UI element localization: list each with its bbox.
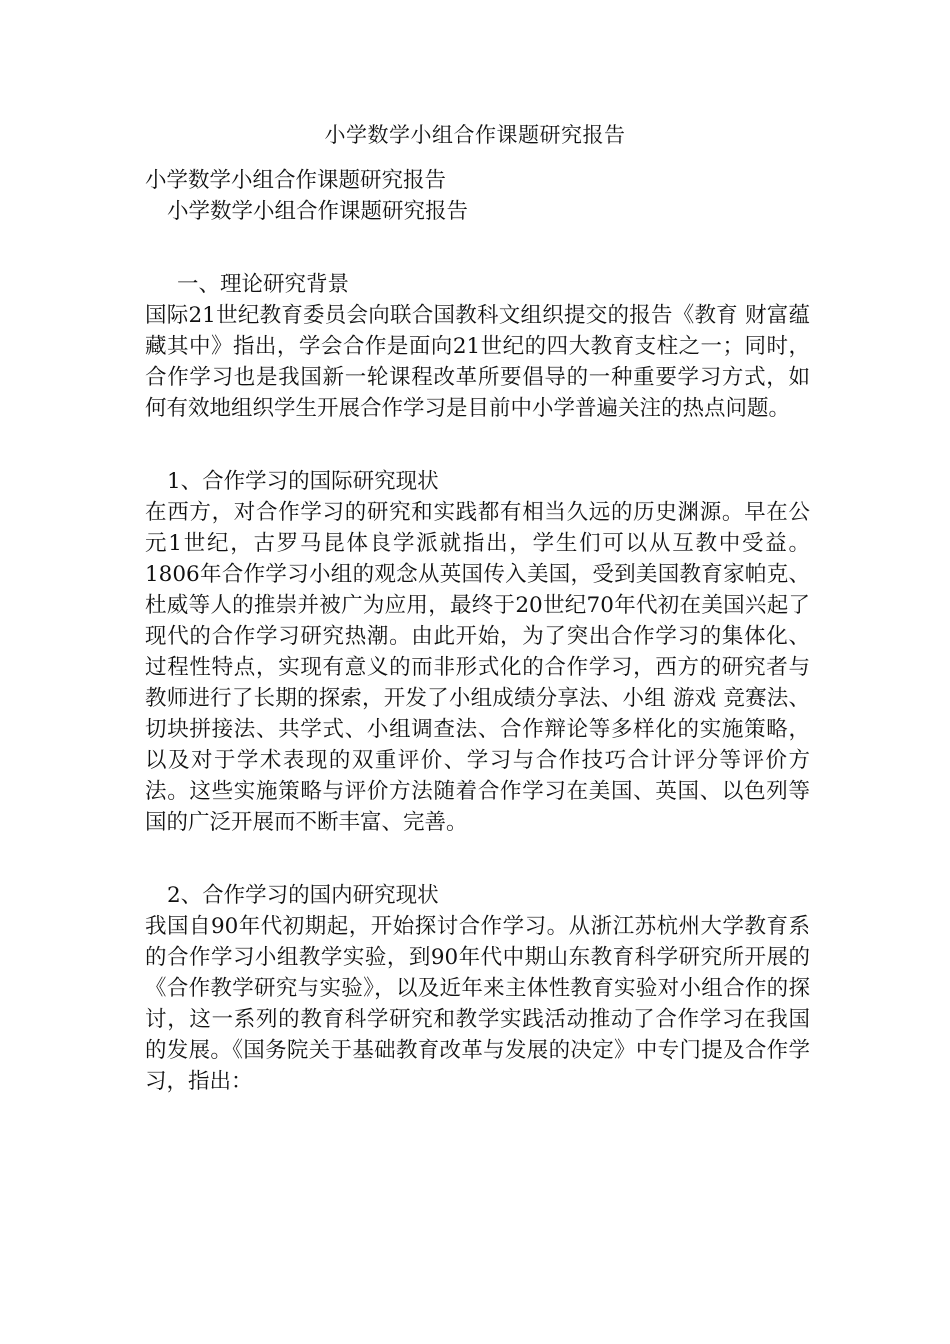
subsection-2-heading: 2、合作学习的国内研究现状 <box>167 883 439 908</box>
heading-line-1: 小学数学小组合作课题研究报告 <box>145 168 447 193</box>
heading-line-2: 小学数学小组合作课题研究报告 <box>167 199 469 224</box>
subsection-2-paragraph: 我国自90年代初期起，开始探讨合作学习。从浙江苏杭州大学教育系的合作学习小组教学实验，到90年代中期山东教育科学研究所开展的《合作教学研究与实验》，以及近年来主体性教育实验对小组合作的探讨，这一系列的教育科学研究和教学实践活动推动了合作学习在我国的发展。《国务院关于基础教育改革与发展的决定》中专门提及合作学习，指出： <box>145 914 810 1094</box>
subsection-1-paragraph: 在西方，对合作学习的研究和实践都有相当久远的历史渊源。早在公元1世纪，古罗马昆体良学派就指出，学生们可以从互教中受益。1806年合作学习小组的观念从英国传入美国，受到美国教育家帕克、杜威等人的推崇并被广为应用，最终于20世纪70年代初在美国兴起了现代的合作学习研究热潮。由此开始，为了突出合作学习的集体化、过程性特点，实现有意义的而非形式化的合作学习，西方的研究者与教师进行了长期的探索，开发了小组成绩分享法、小组 游戏 竞赛法、切块拼接法、共学式、小组调查法、合作辩论等多样化的实施策略，以及对于学术表现的双重评价、学习与合作技巧合计评分等评价方法。这些实施策略与评价方法随着合作学习在美国、英国、以色列等国的广泛开展而不断丰富、完善。 <box>145 500 810 835</box>
page-title: 小学数学小组合作课题研究报告 <box>324 123 626 147</box>
spacer <box>145 227 810 269</box>
section-1-heading: 一、理论研究背景 <box>177 272 350 297</box>
document-body <box>145 165 810 1097</box>
spacer <box>145 838 810 880</box>
section-1-paragraph: 国际21世纪教育委员会向联合国教科文组织提交的报告《教育 财富蕴藏其中》指出，学会合作是面向21世纪的四大教育支柱之一；同时，合作学习也是我国新一轮课程改革所要倡导的一种重要学习方式，如何有效地组织学生开展合作学习是目前中小学普遍关注的热点问题。 <box>145 303 810 421</box>
subsection-1-heading: 1、合作学习的国际研究现状 <box>167 469 439 494</box>
spacer <box>145 424 810 466</box>
